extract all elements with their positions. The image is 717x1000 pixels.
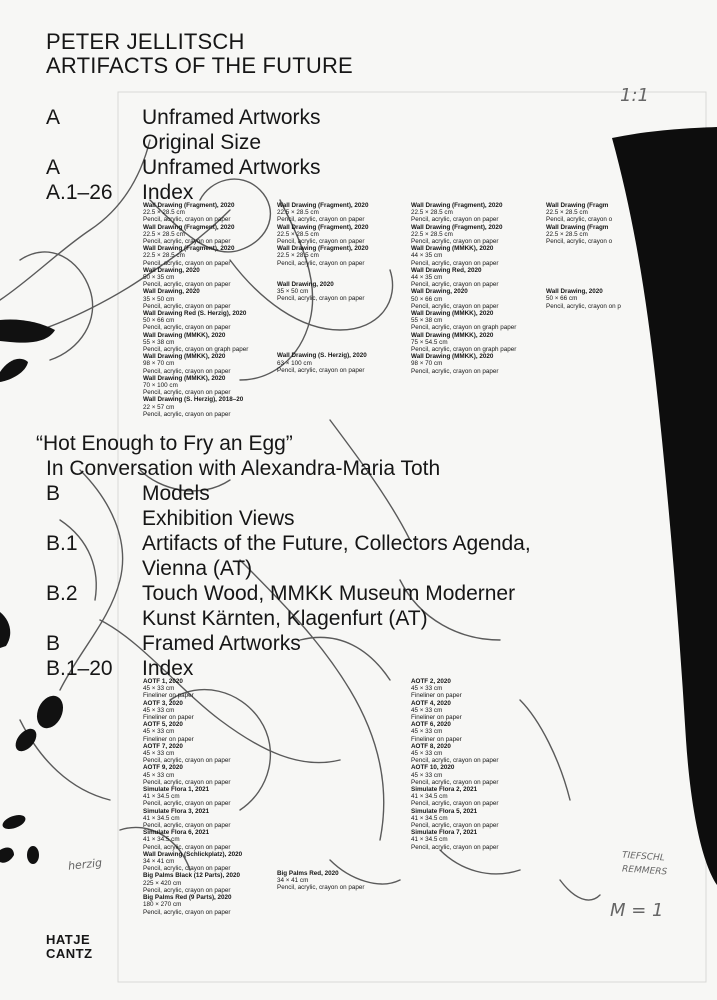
index-entry-title: AOTF 2, 2020 [411,678,451,685]
index-entry-medium: Pencil, acrylic, crayon on graph paper [411,346,517,354]
index-entry-size: 41 × 34.5 cm [411,793,448,801]
index-entry-title: Simulate Flora 6, 2021 [143,829,210,837]
index-entry-size: 41 × 34.5 cm [143,836,180,844]
index-entry-medium: Pencil, acrylic, crayon on paper [143,778,231,786]
index-entry-medium: Pencil, acrylic, crayon on paper [277,238,365,246]
index-entry-size: 45 × 33 cm [143,750,175,758]
contents-key: A [46,156,61,179]
index-entry-size: 22.5 × 28.5 cm [277,209,319,217]
index-entry-medium: Pencil, acrylic, crayon on paper [143,757,231,765]
contents-label: Artifacts of the Future, Collectors Agenda, [142,532,531,555]
index-entry-title: Wall Drawing (MMKK), 2020 [411,353,494,361]
contents-label: Framed Artworks [142,632,301,655]
index-entry-medium: Pencil, acrylic, crayon on paper [143,281,231,289]
index-entry-title: Wall Drawing, 2020 [143,266,200,274]
essay-subtitle: In Conversation with Alexandra-Maria Toth [46,457,441,480]
index-column [277,870,365,892]
index-entry-medium: Pencil, acrylic, crayon o [546,216,613,224]
index-entry-medium: Pencil, acrylic, crayon on graph paper [143,346,249,354]
contents-label: Index [142,657,194,680]
index-entry-medium: Pencil, acrylic, crayon on paper [277,216,365,224]
index-entry-title: Big Palms Black (12 Parts), 2020 [143,872,240,880]
index-entry-size: 41 × 34.5 cm [411,814,448,822]
index-entry-size: 44 × 35 cm [411,274,443,282]
contents-label: Models [142,482,210,505]
contents-key: B.1–20 [46,657,113,680]
index-entry-medium: Pencil, acrylic, crayon on paper [411,367,499,375]
index-entry-size: 45 × 33 cm [411,706,443,714]
contents-label: Original Size [142,131,262,154]
handwritten-note-left: herzig [67,856,103,873]
book-title: ARTIFACTS OF THE FUTURE [46,53,353,78]
contents-key: B.1 [46,532,78,555]
index-entry-size: 34 × 41 cm [277,877,309,885]
index-entry-title: Simulate Flora 2, 2021 [411,786,478,794]
index-entry-medium: Pencil, acrylic, crayon on graph paper [411,324,517,332]
contents-label: Index [142,181,194,204]
handwritten-note-right-2: REMMERS [621,864,668,878]
index-entry-title: Wall Drawing (MMKK), 2020 [143,331,226,339]
index-entry-title: Wall Drawing, 2020 [411,288,468,296]
index-entry-title: Wall Drawing (MMKK), 2020 [411,245,494,253]
author-name: PETER JELLITSCH [46,29,245,54]
index-entry-medium: Pencil, acrylic, crayon on paper [143,822,231,830]
index-entry-title: Wall Drawing (Fragment), 2020 [411,223,503,231]
index-entry-size: 45 × 33 cm [143,728,175,736]
index-entry-title: Big Palms Red (9 Parts), 2020 [143,894,232,902]
index-entry-title: Wall Drawing, 2020 [277,280,334,288]
index-entry-medium: Fineliner on paper [411,735,462,743]
index-column [546,202,621,310]
index-entry-medium: Pencil, acrylic, crayon on paper [277,884,365,892]
index-entry-size: 98 × 70 cm [143,360,175,368]
index-entry-size: 75 × 54.5 cm [411,338,448,346]
index-entry-title: Wall Drawing (Fragment), 2020 [277,245,369,253]
index-entry-size: 22 × 57 cm [143,403,175,411]
index-entry-medium: Pencil, acrylic, crayon on paper [411,259,499,267]
index-entry-medium: Pencil, acrylic, crayon on paper [143,800,231,808]
contents-key: A.1–26 [46,181,113,204]
index-entry-title: Wall Drawing (Fragment), 2020 [411,202,503,209]
index-entry-title: Wall Drawing (Schlickplatz), 2020 [143,850,243,858]
index-entry-title: Wall Drawing (MMKK), 2020 [411,310,494,318]
index-entry-title: Simulate Flora 3, 2021 [143,807,210,815]
index-entry-size: 225 × 420 cm [143,879,182,887]
contents-key: B [46,632,61,655]
index-entry-title: Simulate Flora 5, 2021 [411,807,478,815]
index-entry-medium: Pencil, acrylic, crayon on paper [411,238,499,246]
index-entry-medium: Pencil, acrylic, crayon on paper [411,216,499,224]
handwritten-note-bottom: M = 1 [610,900,664,921]
index-entry-medium: Pencil, acrylic, crayon on paper [143,865,231,873]
publisher-line-1: HATJE [46,932,91,947]
index-entry-medium: Pencil, acrylic, crayon on paper [411,843,499,851]
index-entry-medium: Pencil, acrylic, crayon on paper [143,216,231,224]
index-entry-size: 22.5 × 28.5 cm [277,230,319,238]
index-entry-title: Big Palms Red, 2020 [277,870,339,877]
index-entry-medium: Pencil, acrylic, crayon on paper [143,389,231,397]
index-entry-medium: Fineliner on paper [143,714,194,722]
index-entry-size: 50 × 66 cm [143,317,175,325]
index-entry-medium: Pencil, acrylic, crayon on paper [277,295,365,303]
index-entry-title: Wall Drawing, 2020 [546,288,603,296]
index-entry-size: 55 × 38 cm [411,317,443,325]
index-entry-title: AOTF 7, 2020 [143,742,183,750]
index-entry-size: 35 × 50 cm [143,295,175,303]
index-entry-medium: Pencil, acrylic, crayon on paper [143,843,231,851]
index-entry-title: Wall Drawing (Fragment), 2020 [143,223,235,231]
index-entry-title: Wall Drawing (Fragm [546,223,609,231]
index-entry-title: Simulate Flora 1, 2021 [143,786,210,794]
index-entry-medium: Pencil, acrylic, crayon on paper [277,259,365,267]
contents-key: B [46,482,61,505]
essay-title: “Hot Enough to Fry an Egg” [36,432,293,455]
index-entry-size: 45 × 33 cm [143,706,175,714]
index-entry-medium: Fineliner on paper [143,692,194,700]
index-entry-title: Wall Drawing (MMKK), 2020 [143,353,226,361]
index-entry-size: 34 × 41 cm [143,858,175,866]
contents-label: Exhibition Views [142,507,295,530]
index-entry-title: Wall Drawing (MMKK), 2020 [411,331,494,339]
index-entry-size: 22.5 × 28.5 cm [143,252,185,260]
index-entry-title: AOTF 5, 2020 [143,721,183,729]
index-entry-medium: Pencil, acrylic, crayon on paper [143,238,231,246]
index-column [143,202,248,418]
index-entry-title: AOTF 9, 2020 [143,764,183,772]
index-entry-title: Wall Drawing (S. Herzig), 2020 [277,352,367,360]
black-brush-shape [612,127,717,885]
index-entry-medium: Pencil, acrylic, crayon on paper [143,410,231,418]
index-entry-title: Simulate Flora 7, 2021 [411,829,478,837]
index-entry-size: 41 × 34.5 cm [411,836,448,844]
index-entry-medium: Pencil, acrylic, crayon on p [546,302,621,310]
index-entry-title: Wall Drawing (Fragment), 2020 [277,202,369,209]
contents-key: A [46,106,61,129]
index-entry-size: 22.5 × 28.5 cm [277,252,319,260]
index-entry-size: 50 × 66 cm [411,295,443,303]
index-entry-size: 50 × 35 cm [143,274,175,282]
index-entry-medium: Pencil, acrylic, crayon on paper [143,886,231,894]
index-entry-size: 41 × 34.5 cm [143,793,180,801]
index-entry-medium: Pencil, acrylic, crayon on paper [411,302,499,310]
index-entry-size: 35 × 50 cm [277,288,309,296]
index-entry-medium: Fineliner on paper [143,735,194,743]
index-entry-title: AOTF 3, 2020 [143,699,183,707]
contents-label: Touch Wood, MMKK Museum Moderner [142,582,516,605]
index-entry-title: Wall Drawing Red (S. Herzig), 2020 [143,310,247,318]
index-entry-size: 44 × 35 cm [411,252,443,260]
index-entry-size: 22.5 × 28.5 cm [546,209,588,217]
index-entry-size: 22.5 × 28.5 cm [411,209,453,217]
index-entry-medium: Pencil, acrylic, crayon on paper [411,757,499,765]
index-entry-title: Wall Drawing (Fragment), 2020 [143,202,235,209]
index-entry-size: 22.5 × 28.5 cm [411,230,453,238]
index-entry-size: 98 × 70 cm [411,360,443,368]
publisher-line-2: CANTZ [46,946,93,961]
index-entry-size: 70 × 100 cm [143,382,178,390]
index-column [411,678,499,851]
index-entry-title: AOTF 4, 2020 [411,699,451,707]
index-column [143,678,242,916]
index-entry-title: AOTF 6, 2020 [411,721,451,729]
index-entry-medium: Fineliner on paper [411,692,462,700]
index-entry-title: Wall Drawing (S. Herzig), 2018–20 [143,396,244,404]
index-entry-size: 45 × 33 cm [143,771,175,779]
index-column [411,202,516,375]
index-entry-size: 63 × 100 cm [277,359,312,367]
handwritten-note-right-1: TIEFSCHL [621,850,666,864]
index-entry-title: Wall Drawing Red, 2020 [411,266,482,274]
index-entry-medium: Pencil, acrylic, crayon on paper [411,281,499,289]
index-entry-medium: Pencil, acrylic, crayon on paper [143,302,231,310]
index-entry-medium: Pencil, acrylic, crayon on paper [411,778,499,786]
index-entry-size: 45 × 33 cm [143,685,175,693]
index-entry-medium: Pencil, acrylic, crayon on paper [143,367,231,375]
index-entry-medium: Pencil, acrylic, crayon on paper [411,822,499,830]
index-entry-title: AOTF 8, 2020 [411,742,451,750]
index-entry-medium: Pencil, acrylic, crayon o [546,238,613,246]
cover-title-block [46,30,353,78]
index-entry-title: Wall Drawing (Fragment), 2020 [277,223,369,231]
contents-label: Kunst Kärnten, Klagenfurt (AT) [142,607,428,630]
index-entry-title: AOTF 1, 2020 [143,678,183,685]
index-entry-title: Wall Drawing (Fragment), 2020 [143,245,235,253]
index-entry-medium: Pencil, acrylic, crayon on paper [143,324,231,332]
index-entry-size: 45 × 33 cm [411,728,443,736]
publisher-logo [46,933,93,961]
index-entry-size: 41 × 34.5 cm [143,814,180,822]
index-entry-medium: Pencil, acrylic, crayon on paper [143,908,231,916]
index-entry-size: 55 × 38 cm [143,338,175,346]
contents-label: Unframed Artworks [142,106,321,129]
index-entry-medium: Fineliner on paper [411,714,462,722]
index-column [277,202,368,374]
handwritten-note-top: 1:1 [620,85,649,106]
index-entry-size: 50 × 66 cm [546,295,578,303]
index-entry-title: Wall Drawing, 2020 [143,288,200,296]
index-entry-title: Wall Drawing (Fragm [546,202,609,209]
index-entry-size: 22.5 × 28.5 cm [143,230,185,238]
index-entry-size: 45 × 33 cm [411,771,443,779]
index-entry-size: 22.5 × 28.5 cm [546,230,588,238]
contents-key: B.2 [46,582,78,605]
index-entry-title: AOTF 10, 2020 [411,764,455,772]
contents-label: Vienna (AT) [142,557,253,580]
index-entry-medium: Pencil, acrylic, crayon on paper [277,366,365,374]
index-entry-size: 45 × 33 cm [411,685,443,693]
index-entry-size: 22.5 × 28.5 cm [143,209,185,217]
index-entry-title: Wall Drawing (MMKK), 2020 [143,374,226,382]
index-entry-medium: Pencil, acrylic, crayon on paper [143,259,231,267]
index-entry-size: 180 × 270 cm [143,901,182,909]
index-entry-size: 45 × 33 cm [411,750,443,758]
contents-label: Unframed Artworks [142,156,321,179]
index-entry-medium: Pencil, acrylic, crayon on paper [411,800,499,808]
